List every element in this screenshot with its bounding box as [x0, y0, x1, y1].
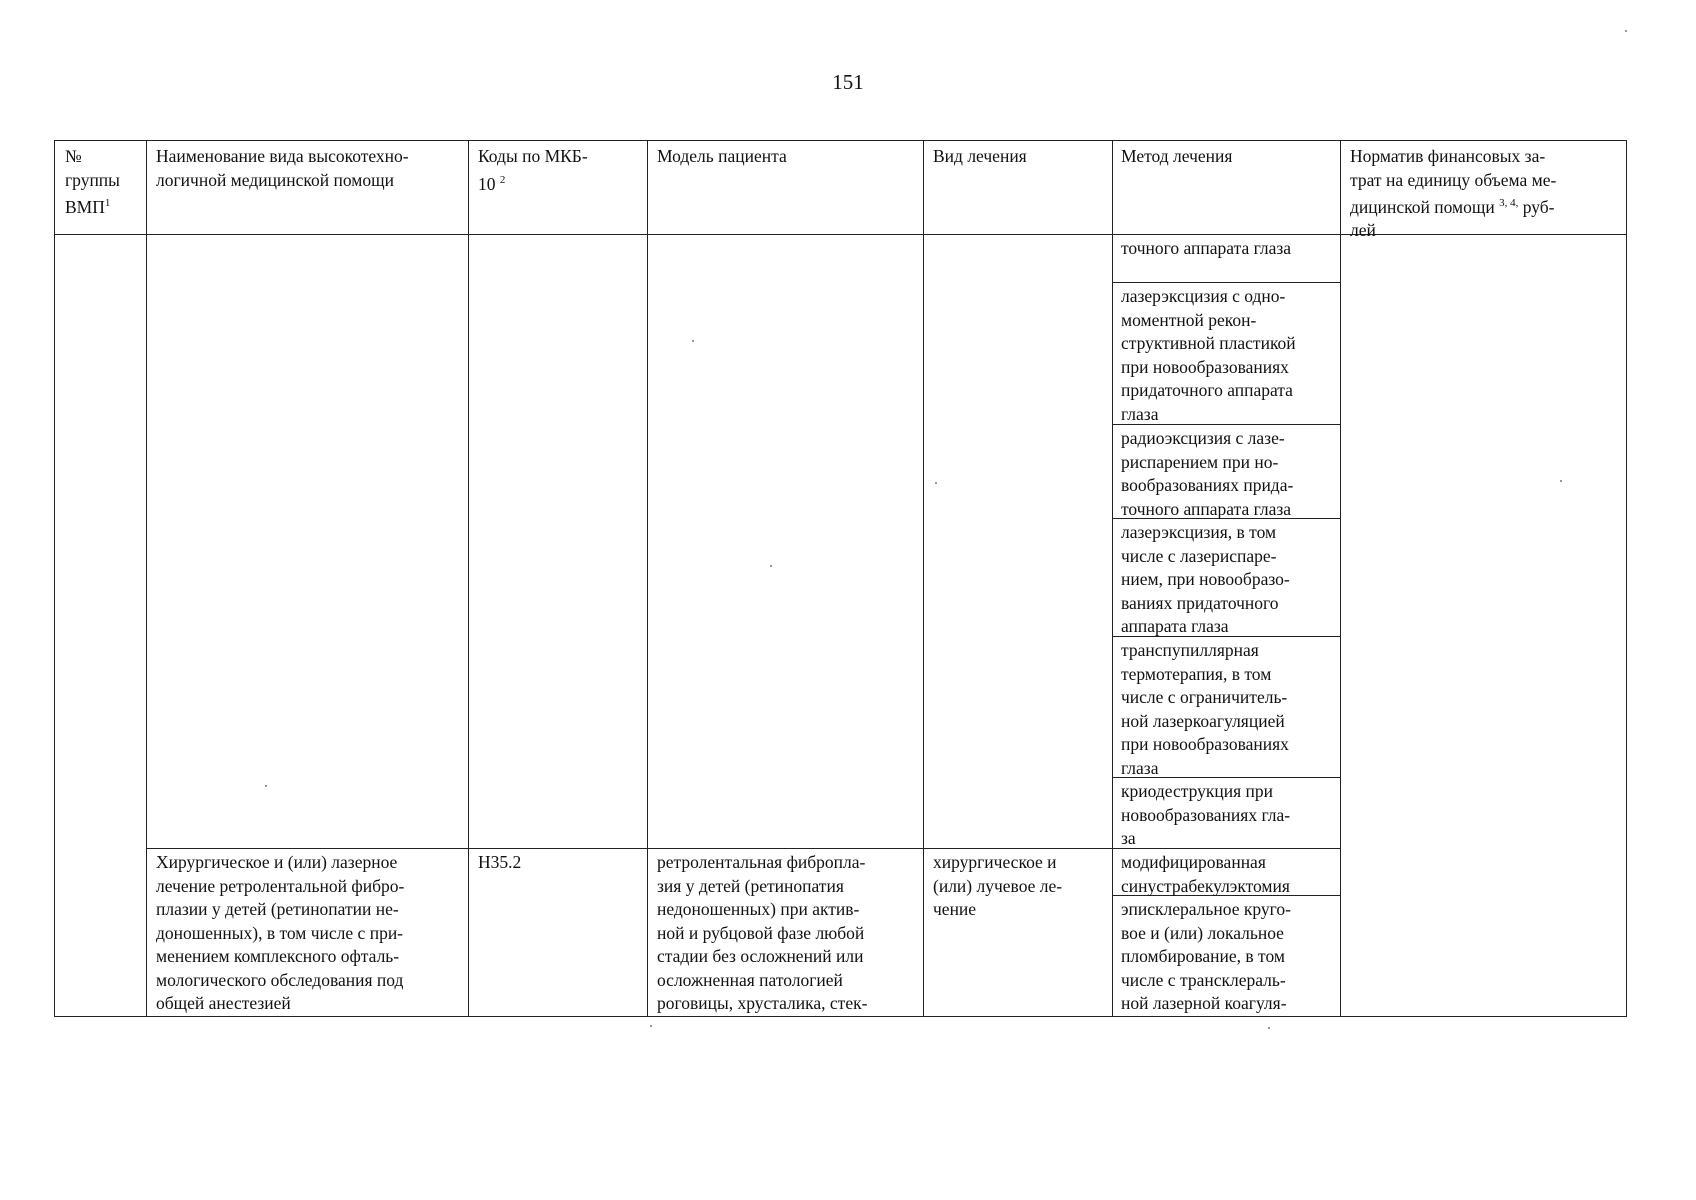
column-divider	[647, 141, 648, 1016]
method-cell: радиоэксцизия с лазе- риспарением при но- вообразованиях прида- точного аппарата глаза	[1121, 428, 1294, 519]
rop-method-cell: модифицированная синустрабекулэктомия	[1121, 852, 1290, 896]
scan-speck	[265, 785, 267, 787]
rop-treatment-type: хирургическое и (или) лучевое ле- чение	[933, 852, 1063, 919]
method-cell: точного аппарата глаза	[1121, 238, 1292, 258]
column-divider	[468, 141, 469, 1016]
method-cell: лазерэксцизия с одно- моментной рекон- структивной пластикой при новообразованиях придаточного аппарата глаза	[1121, 286, 1296, 424]
header-cost-norm: Норматив финансовых за- трат на единицу объема ме- дицинской помощи $^{3, 4,}$ руб- лей	[1350, 146, 1557, 241]
header-icd-codes: Коды по МКБ- 10 $^2$	[478, 146, 588, 194]
method-row-rule	[1112, 282, 1340, 283]
column-divider	[146, 141, 147, 1016]
rop-icd-code: H35.2	[478, 852, 522, 872]
header-care-name: Наименование вида высокотехно- логичной медицинской помощи	[156, 146, 409, 190]
rop-patient-model: ретролентальная фиброплa- зия у детей (ретинопатия недоношенных) при актив- ной и рубцовой фазе любой стадии без осложнений или осложненная патологией роговицы, хрусталика, стек-	[657, 852, 868, 1013]
scan-speck	[935, 482, 937, 484]
header-group-no: № группы ВМП$^1$	[65, 146, 120, 217]
header-patient-model: Модель пациента	[657, 146, 787, 166]
header-treatment-type: Вид лечения	[933, 146, 1027, 166]
rop-care-name: Хирургическое и (или) лазерное лечение ретролентальной фибро- плазии у детей (ретинопатии не- доношенных), в том числе с при- менением комплексного офталь- мологического обследования под общей анестезией	[156, 852, 405, 1013]
page-number: 151	[832, 70, 864, 94]
rop-method-cell: эписклеральное круго- вое и (или) локальное пломбирование, в том числе с трансклераль- ной лазерной коагуля-	[1121, 899, 1291, 1013]
method-cell: криодеструкция при новообразованиях гла- за	[1121, 781, 1291, 848]
method-cell: транспупиллярная термотерапия, в том числе с ограничитель- ной лазеркоагуляцией при новообразованиях глаза	[1121, 640, 1289, 778]
scan-speck	[1268, 1027, 1270, 1029]
scan-speck	[692, 340, 694, 342]
medical-care-table	[54, 140, 1627, 1017]
scan-speck	[650, 1025, 652, 1027]
scan-speck	[1560, 480, 1562, 482]
scan-speck	[1625, 30, 1627, 32]
column-divider	[1340, 141, 1341, 1016]
header-treatment-method: Метод лечения	[1121, 146, 1233, 166]
column-divider	[1112, 141, 1113, 1016]
scan-speck	[770, 565, 772, 567]
column-divider	[923, 141, 924, 1016]
method-cell: лазерэксцизия, в том числе с лазериспаре- нием, при новообразо- ваниях придаточного аппарата глаза	[1121, 522, 1290, 636]
